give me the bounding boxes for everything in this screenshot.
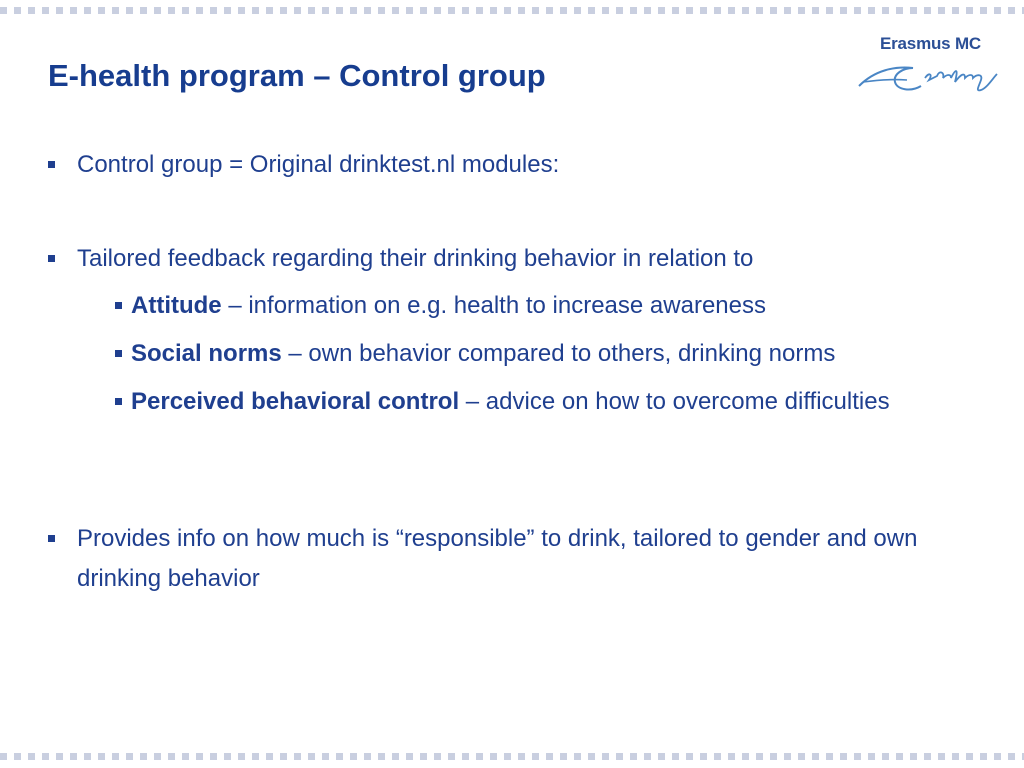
- sub-bullet-text: – information on e.g. health to increase awareness: [221, 292, 766, 319]
- bullet-control-group: [77, 145, 977, 185]
- sub-bullet-perceived-control: [131, 382, 911, 422]
- bullet-tailored-feedback: [77, 239, 977, 279]
- bullet-marker: [48, 255, 55, 262]
- bullet-text: Control group = Original drinktest.nl modules:: [77, 151, 560, 178]
- bullet-text: Tailored feedback regarding their drinking behavior in relation to: [77, 245, 754, 272]
- sub-bullet-bold: Attitude: [131, 292, 222, 319]
- sub-bullet-marker: [115, 398, 122, 405]
- bullet-marker: [48, 535, 55, 542]
- sub-bullet-attitude: [131, 286, 991, 326]
- bullet-text: Provides info on how much is “responsible” to drink, tailored to gender and own drinking behavior: [77, 525, 918, 592]
- sub-bullet-text: – advice on how to overcome difficulties: [459, 388, 890, 415]
- sub-bullet-marker: [115, 350, 122, 357]
- bullet-responsible-drinking: [77, 519, 977, 599]
- sub-bullet-bold: Perceived behavioral control: [131, 388, 460, 415]
- sub-bullet-bold: Social norms: [131, 340, 282, 367]
- logo-text: Erasmus MC: [880, 34, 981, 53]
- sub-bullet-text: – own behavior compared to others, drinking norms: [281, 340, 836, 367]
- sub-bullet-marker: [115, 302, 122, 309]
- sub-bullet-social-norms: [131, 334, 991, 374]
- slide-title: E-health program – Control group: [48, 58, 546, 93]
- bullet-marker: [48, 161, 55, 168]
